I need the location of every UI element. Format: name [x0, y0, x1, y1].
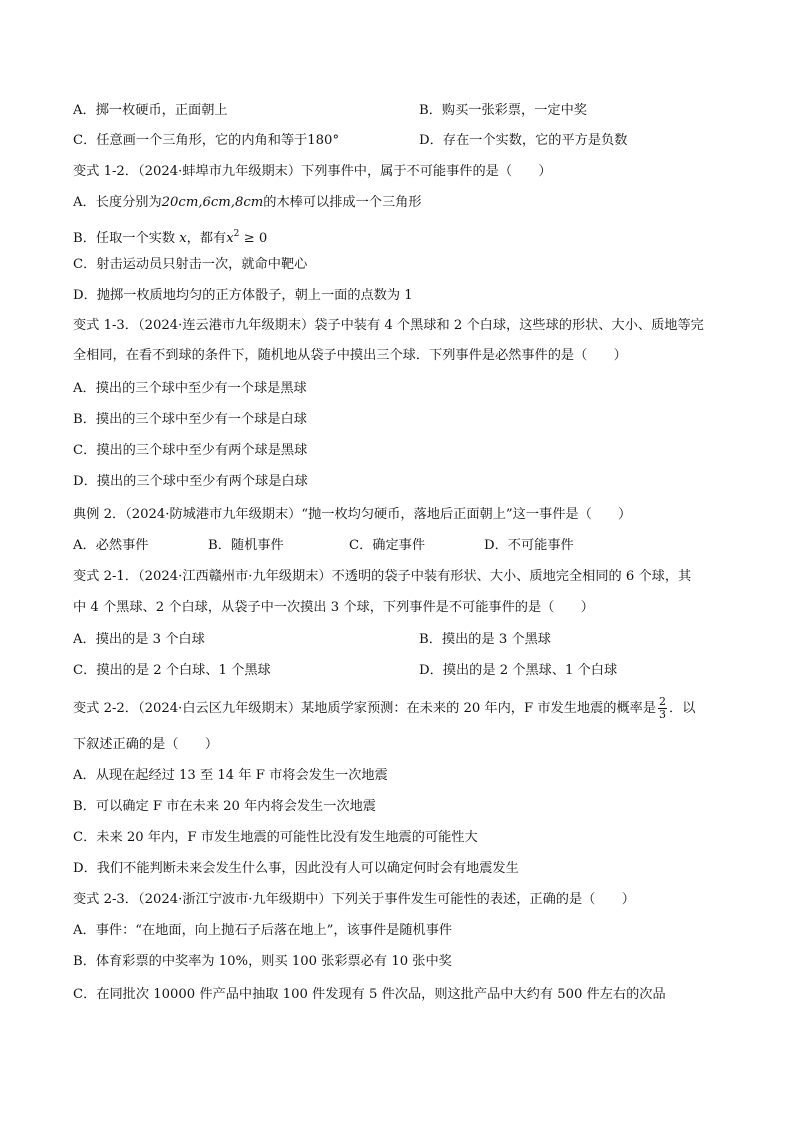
fraction-numerator: 2 [659, 695, 667, 708]
q1-2-option-b-prefix: B．任取一个实数 [73, 231, 176, 246]
q2-2-probability-fraction [658, 696, 667, 721]
q1-1-option-c: C．任意画一个三角形，它的内角和等于180° [73, 133, 340, 148]
q1-3-option-c: C．摸出的三个球中至少有两个球是黑球 [73, 443, 308, 458]
q2-1-stem-line-2: 中 4 个黑球、2 个白球，从袋子中一次摸出 3 个球，下列事件是不可能事件的是（ ） [73, 600, 594, 615]
q2-2-option-c: C．未来 20 年内，F 市发生地震的可能性比没有发生地震的可能性大 [73, 830, 478, 845]
q1-2-option-b-inequality: ≥ 0 [239, 231, 268, 246]
fraction-denominator: 3 [659, 708, 667, 721]
q2-2-stem-line-2: 下叙述正确的是（ ） [73, 737, 219, 752]
q2-3-option-b: B．体育彩票的中奖率为 10%，则买 100 张彩票必有 10 张中奖 [73, 954, 452, 969]
q2-3-stem: 变式 2-3．（2024·浙江宁波市·九年级期中）下列关于事件发生可能性的表述，正确的是（ ） [73, 892, 635, 907]
q1-2-option-c: C．射击运动员只射击一次，就命中靶心 [73, 257, 308, 272]
q1-3-option-b: B．摸出的三个球中至少有一个球是白球 [73, 412, 307, 427]
q2-2-stem-tail: ．以 [669, 701, 696, 716]
q2-1-option-a: A．摸出的是 3 个白球 [73, 632, 205, 647]
q2-2-stem-line-1 [73, 696, 695, 722]
ex2-option-a: A．必然事件 [73, 538, 149, 553]
q1-2-option-b-exponent: 2 [233, 229, 240, 239]
q2-1-option-c: C．摸出的是 2 个白球、1 个黑球 [73, 663, 271, 678]
ex2-option-c: C．确定事件 [349, 538, 426, 553]
q1-2-option-b [73, 224, 267, 249]
ex2-options [73, 536, 574, 556]
q2-1-option-b: B．摸出的是 3 个黑球 [419, 632, 551, 647]
q1-2-option-a-lengths: 20cm,6cm,8cm [161, 195, 264, 210]
q1-3-stem-line-2: 全相同，在看不到球的条件下，随机地从袋子中摸出三个球．下列事件是必然事件的是（ ） [73, 348, 627, 363]
q2-2-option-a: A．从现在起经过 13 至 14 年 F 市将会发生一次地震 [73, 768, 388, 783]
q1-3-option-a: A．摸出的三个球中至少有一个球是黑球 [73, 381, 307, 396]
q1-2-option-b-base: x [226, 231, 234, 246]
q1-1-row-2 [73, 131, 628, 151]
q2-1-row-1 [73, 630, 551, 650]
q1-1-option-a: A．掷一枚硬币，正面朝上 [73, 103, 228, 118]
q2-2-stem-text: 变式 2-2．（2024·白云区九年级期末）某地质学家预测：在未来的 20 年内，F 市发生地震的概率是 [73, 701, 657, 716]
q1-2-option-b-variable: x [179, 231, 187, 246]
q2-2-option-d: D．我们不能判断未来会发生什么事，因此没有人可以确定何时会有地震发生 [73, 861, 519, 876]
q2-3-option-a: A．事件：“在地面，向上抛石子后落在地上”，该事件是随机事件 [73, 923, 453, 938]
q1-2-option-b-middle: ，都有 [186, 231, 227, 246]
q1-2-option-a-prefix: A．长度分别为 [73, 195, 162, 210]
q1-3-option-d: D．摸出的三个球中至少有两个球是白球 [73, 474, 308, 489]
q1-2-stem: 变式 1-2．（2024·蚌埠市九年级期末）下列事件中，属于不可能事件的是（ ） [73, 164, 552, 179]
q1-1-row-1 [73, 101, 587, 121]
q2-1-option-d: D．摸出的是 2 个黑球、1 个白球 [419, 663, 618, 678]
q1-3-stem-line-1: 变式 1-3．（2024·连云港市九年级期末）袋子中装有 4 个黑球和 2 个白球，这些球的形状、大小、质地等完 [73, 318, 704, 333]
q1-1-option-d: D．存在一个实数，它的平方是负数 [419, 133, 628, 148]
q1-2-option-a-suffix: 的木棒可以排成一个三角形 [263, 195, 422, 210]
q2-2-option-b: B．可以确定 F 市在未来 20 年内将会发生一次地震 [73, 799, 376, 814]
q2-1-stem-line-1: 变式 2-1．（2024·江西赣州市·九年级期末）不透明的袋子中装有形状、大小、质地完全相同的 6 个球，其 [73, 569, 692, 584]
ex2-option-d: D．不可能事件 [484, 538, 574, 553]
q1-1-option-b: B．购买一张彩票，一定中奖 [419, 103, 587, 118]
q1-2-option-a [73, 193, 422, 213]
q2-3-option-c: C．在同批次 10000 件产品中抽取 100 件发现有 5 件次品，则这批产品中大约有 500 件左右的次品 [73, 987, 666, 1002]
ex2-stem: 典例 2．（2024·防城港市九年级期末）“抛一枚均匀硬币，落地后正面朝上”这一事件是（ ） [73, 507, 632, 522]
q2-1-row-2 [73, 661, 618, 681]
q1-2-option-d: D．抛掷一枚质地均匀的正方体骰子，朝上一面的点数为 1 [73, 288, 413, 303]
ex2-option-b: B．随机事件 [208, 538, 284, 553]
